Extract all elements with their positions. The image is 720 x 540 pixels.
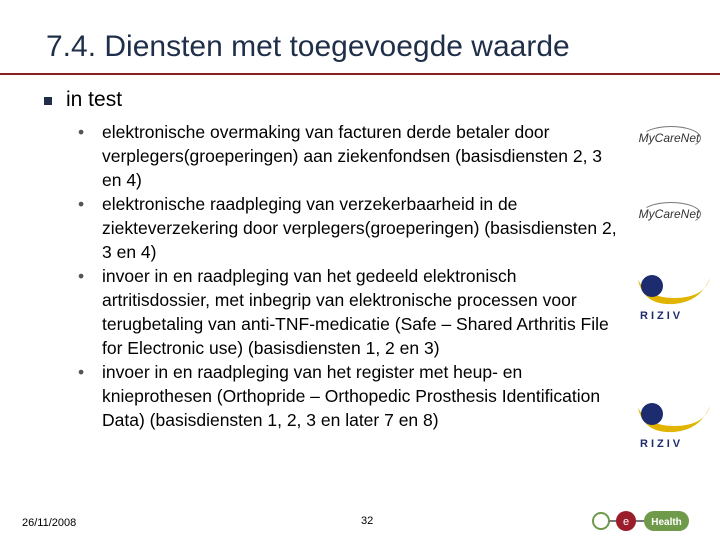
bullet-text: elektronische overmaking van facturen derde betaler door verplegers(groeperingen) aan ziekenfondsen (basisdiensten 2, 3 en 4) xyxy=(102,122,603,190)
list-item xyxy=(78,264,618,360)
riziv-logo-text: RIZIV xyxy=(640,438,684,450)
bullet-dot-icon: • xyxy=(78,362,85,382)
level1-label: in test xyxy=(66,88,123,111)
list-item xyxy=(78,120,618,192)
list-item xyxy=(78,192,618,264)
bullet-dot-icon: • xyxy=(78,266,85,286)
slide-title: 7.4. Diensten met toegevoegde waarde xyxy=(46,30,570,63)
bullet-text: invoer in en raadpleging van het register met heup- en knieprothesen (Orthopride – Orthopedic Prosthesis Identification Data) (basisdiensten 1, 2, 3 en later 7 en 8) xyxy=(102,362,601,430)
riziv-logo-text: RIZIV xyxy=(640,310,684,322)
ehealth-label: Health xyxy=(651,517,682,528)
bullet-list xyxy=(78,120,618,432)
page-number: 32 xyxy=(361,515,374,527)
mycarenet-logo xyxy=(633,200,705,228)
bullet-text: invoer in en raadpleging van het gedeeld elektronisch artritisdossier, met inbegrip van elektronische processen voor terugbetaling van anti-TNF-medicatie (Safe – Shared Arthritis File for Electronic use) (basisdiensten 1, 2 en 3) xyxy=(102,266,609,358)
riziv-logo xyxy=(634,272,714,324)
ehealth-logo xyxy=(592,506,692,536)
mycarenet-logo-text: MyCareNet xyxy=(638,131,700,145)
title-divider xyxy=(0,73,720,75)
riziv-emblem-icon xyxy=(634,400,714,440)
level1-item xyxy=(44,88,122,112)
riziv-emblem-icon xyxy=(634,272,714,312)
mycarenet-logo-text: MyCareNet xyxy=(638,207,700,221)
logo-arc-icon xyxy=(638,202,701,226)
list-item xyxy=(78,360,618,432)
square-bullet-icon xyxy=(44,97,52,105)
footer-date: 26/11/2008 xyxy=(22,517,77,529)
bullet-text: elektronische raadpleging van verzekerbaarheid in de ziekteverzekering door verplegers(groeperingen) (basisdiensten 2, 3 en 4) xyxy=(102,194,617,262)
logo-arc-icon xyxy=(638,126,701,150)
ehealth-e-label: e xyxy=(622,516,630,528)
mycarenet-logo xyxy=(633,124,705,152)
bullet-dot-icon: • xyxy=(78,122,85,142)
bullet-dot-icon: • xyxy=(78,194,85,214)
riziv-logo xyxy=(634,400,714,452)
